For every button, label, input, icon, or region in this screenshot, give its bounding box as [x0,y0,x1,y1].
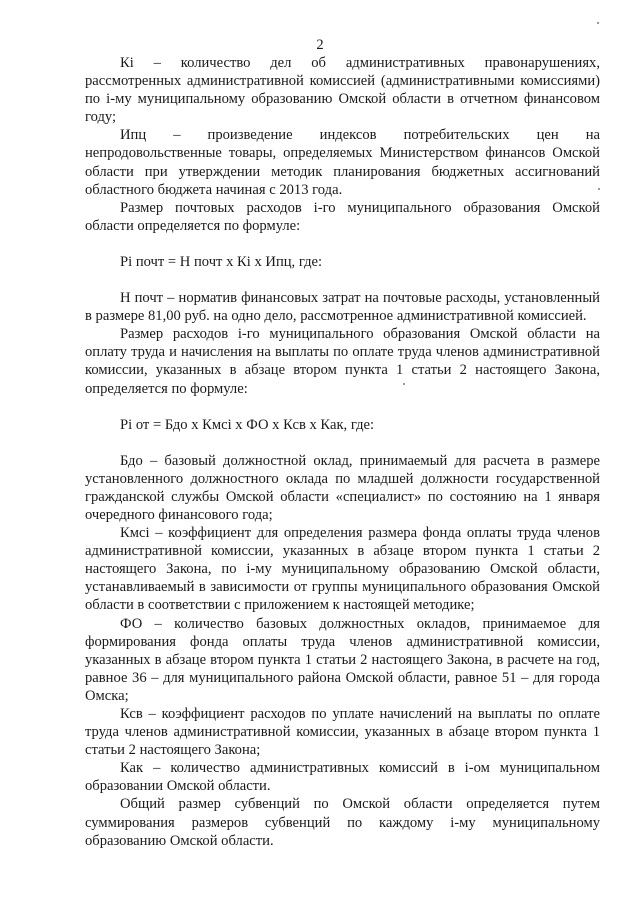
total-subvention-definition: Общий размер субвенций по Омской области определяется путем суммирования размеров субвенций по каждому і-му муниципальному образованию Омской области. [85,796,600,849]
bdo-definition: Бдо – базовый должностной оклад, принимаемый для расчета в размере установленного должностного оклада по младшей должности государственной гражданской службы Омской области «специалист» по состоянию на 1 января очередного финансового года; [85,452,600,523]
ksv-definition: Ксв – коэффициент расходов по уплате начислений на выплаты по оплате труда членов административной комиссии, указанных в абзаце втором пункта 1 статьи 2 настоящего Закона; [85,706,600,759]
labor-formula: Рі от = Бдо х Кмсі х ФО х Ксв х Как, где: [120,416,375,433]
spacer [85,398,600,416]
postal-formula: Рі почт = Н почт х Кі х Ипц, где: [120,253,323,270]
page-number: 2 [316,37,324,53]
kms-definition: Кмсі – коэффициент для определения размера фонда оплаты труда членов административной комиссии, указанных в абзаце втором пункта 1 статьи 2 настоящего Закона, по і-му муниципальному образованию Омской области, устанавливаемый в зависимости от группы муниципального образования Омской области в соответствии с приложением к настоящей методике; [85,525,600,614]
scan-speck [403,383,405,385]
spacer [85,434,600,452]
spacer [85,235,600,253]
scan-speck [597,22,599,24]
postal-expenses-intro: Размер почтовых расходов і-го муниципального образования Омской области определяется по формуле: [85,199,600,234]
fo-definition: ФО – количество базовых должностных окладов, принимаемое для формирования фонда оплаты труда членов административной комиссии, указанных в абзаце втором пункта 1 статьи 2 настоящего Закона, в расчете на год, равное 36 – для муниципального района Омской области, равное 51 – для города Омска; [85,615,600,704]
scan-speck [598,188,600,190]
ipc-definition: Ипц – произведение индексов потребительских цен на непродовольственные товары, определяемых Министерством финансов Омской области при утверждении методик планирования бюджетных ассигнований областного бюджета начиная с 2013 года. [85,127,600,198]
ki-definition: Кі – количество дел об административных правонарушениях, рассмотренных административной комиссией (административными комиссиями) по і-му муниципальному образованию Омской области в отчетном финансовом году; [85,55,600,126]
labor-expenses-intro: Размер расходов і-го муниципального образования Омской области на оплату труда и начисления на выплаты по оплате труда членов административной комиссии, указанных в абзаце втором пункта 1 статьи 2 настоящего Закона, определяется по формуле: [85,326,600,397]
spacer [85,271,600,289]
document-body [85,54,600,850]
n-postal-definition: Н почт – норматив финансовых затрат на почтовые расходы, установленный в размере 81,00 руб. на одно дело, рассмотренное административной комиссией. [85,290,600,325]
kak-definition: Как – количество административных комиссий в і-ом муниципальном образовании Омской области. [85,760,600,795]
